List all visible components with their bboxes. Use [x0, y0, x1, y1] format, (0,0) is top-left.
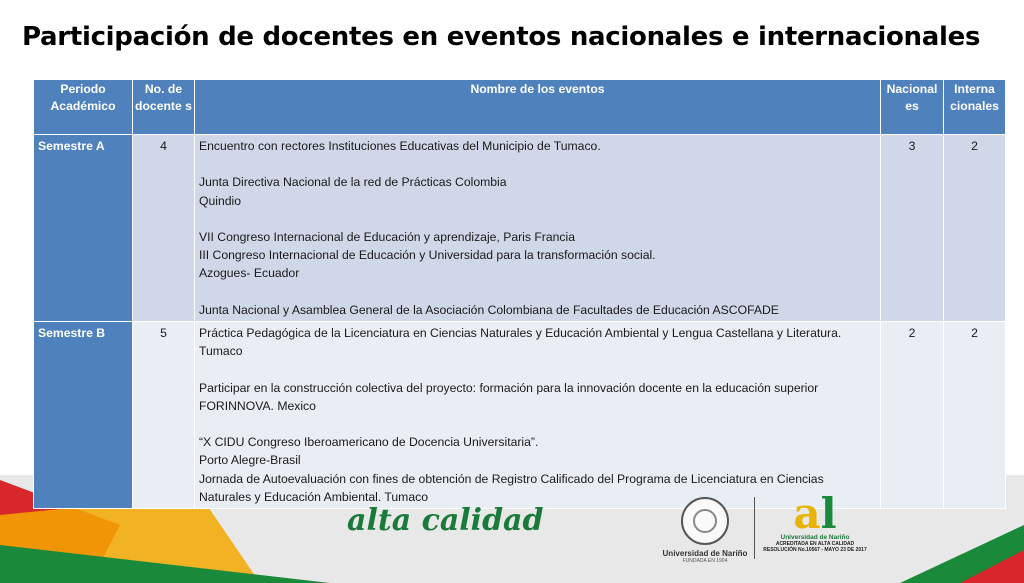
accreditation-line-2: RESOLUCIÓN No.10567 - MAYO 23 DE 2017	[763, 547, 867, 553]
table-header-row	[34, 80, 1006, 135]
header-internacionales: Interna cionales	[944, 80, 1006, 135]
events-cell	[195, 135, 881, 322]
alta-calidad-logo	[760, 489, 870, 553]
events-cell	[195, 321, 881, 508]
event-line: “X CIDU Congreso Iberoamericano de Docencia Universitaria”.	[199, 435, 539, 450]
event-line: Junta Nacional y Asamblea General de la Asociación Colombiana de Facultades de Educación ASCOFADE	[199, 302, 779, 317]
event-line: Jornada de Autoevaluación con fines de obtención de Registro Calificado del Programa de Licenciatura en Ciencias Naturales y Educación Ambiental. Tumaco	[199, 471, 824, 504]
period-cell: Semestre B	[34, 321, 133, 508]
header-periodo: Periodo Académico	[34, 80, 133, 135]
university-founded: FUNDADA EN 1904	[682, 558, 728, 564]
period-cell: Semestre A	[34, 135, 133, 322]
header-eventos: Nombre de los eventos	[195, 80, 881, 135]
page-title: Participación de docentes en eventos nacionales e internacionales	[22, 22, 981, 52]
universidad-narino-logo	[660, 497, 750, 564]
event-line: VII Congreso Internacional de Educación y aprendizaje, Paris Francia	[199, 229, 575, 244]
event-line: III Congreso Internacional de Educación y Universidad para la transformación social.	[199, 248, 656, 263]
university-name: Universidad de Nariño	[662, 549, 748, 558]
event-line: Encuentro con rectores Instituciones Educativas del Municipio de Tumaco.	[199, 139, 601, 153]
events-table	[33, 79, 1006, 509]
event-line: Quindio	[199, 193, 242, 208]
header-docentes: No. de docente s	[133, 80, 195, 135]
event-line: Azogues- Ecuador	[199, 266, 300, 281]
al-university-name: Universidad de Nariño	[780, 534, 850, 541]
nacionales-cell: 2	[881, 321, 944, 508]
al-mark-icon: al	[793, 489, 837, 538]
table-row	[34, 321, 1006, 508]
internacionales-cell: 2	[944, 321, 1006, 508]
alta-calidad-slogan: alta calidad	[347, 503, 544, 538]
event-line: Junta Directiva Nacional de la red de Prácticas Colombia	[199, 175, 507, 190]
header-nacionales: Nacional es	[881, 80, 944, 135]
event-line: Participar en la construcción colectiva del proyecto: formación para la innovación docente en la educación superior FORINNOVA. Mexico	[199, 380, 819, 413]
docentes-cell: 5	[133, 321, 195, 508]
event-line: Porto Alegre-Brasil	[199, 453, 301, 468]
logo-divider	[754, 497, 755, 559]
nacionales-cell: 3	[881, 135, 944, 322]
event-line: Práctica Pedagógica de la Licenciatura en Ciencias Naturales y Educación Ambiental y Lengua Castellana y Literatura. Tumaco	[199, 325, 842, 359]
accreditation-line-1: ACREDITADA EN ALTA CALIDAD	[775, 541, 855, 547]
docentes-cell: 4	[133, 135, 195, 322]
university-seal-icon	[681, 497, 729, 545]
internacionales-cell: 2	[944, 135, 1006, 322]
table-row	[34, 135, 1006, 322]
